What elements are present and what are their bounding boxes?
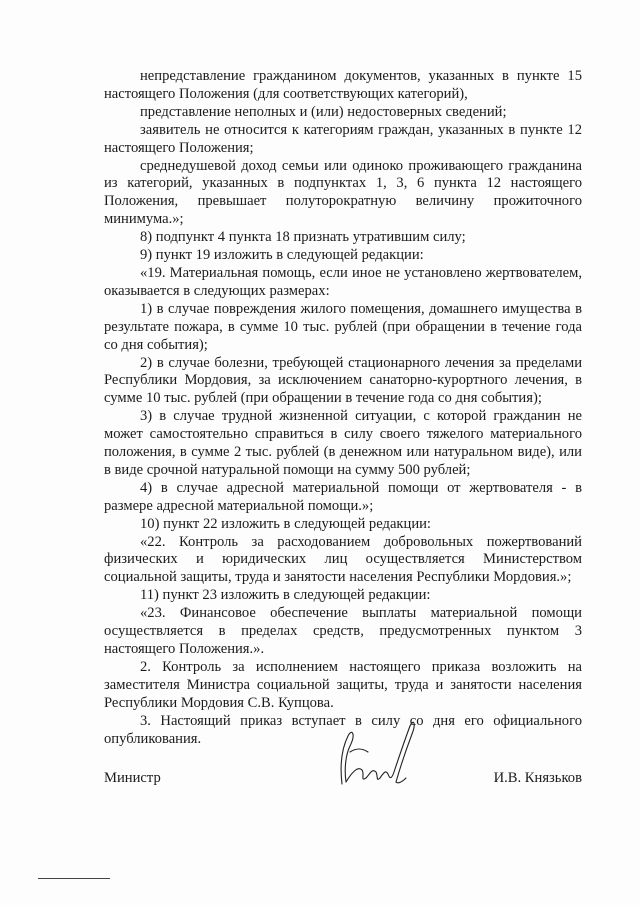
paragraph: 3) в случае трудной жизненной ситуации, с которой гражданин не может самостоятельно справиться в силу своего тяжелого материального положения, в сумме 2 тыс. рублей (в денежном или натуральном виде), или в виде срочной натуральной помощи на сумму 500 рублей; [104, 408, 582, 478]
paragraph: среднедушевой доход семьи или одиноко проживающего гражданина из категорий, указанных в подпунктах 1, 3, 6 пункта 12 настоящего Положения, превышает полуторократную величину прожиточного минимума.»; [104, 157, 582, 228]
paragraph: «19. Материальная помощь, если иное не установлено жертвователем, оказывается в следующих размерах: [104, 264, 582, 299]
signatory-title: Министр [104, 770, 161, 786]
paragraph: заявитель не относится к категориям граждан, указанных в пункте 12 настоящего Положения; [104, 121, 582, 156]
signature-block [104, 712, 582, 792]
paragraph: 9) пункт 19 изложить в следующей редакции: [140, 247, 424, 264]
footer-divider [38, 878, 110, 879]
handwritten-signature [332, 712, 422, 792]
paragraph: 2. Контроль за исполнением настоящего приказа возложить на заместителя Министра социальной защиты, труда и занятости населения Республики Мордовия С.В. Купцова. [104, 658, 582, 711]
paragraph: 1) в случае повреждения жилого помещения, домашнего имущества в результате пожара, в сумме 10 тыс. рублей (при обращении в течение года со дня события); [104, 300, 582, 353]
paragraph: 11) пункт 23 изложить в следующей редакции: [140, 587, 431, 604]
document-body [104, 68, 582, 748]
paragraph: непредставление гражданином документов, указанных в пункте 15 настоящего Положения (для соответствующих категорий), [104, 68, 582, 102]
paragraph: представление неполных и (или) недостоверных сведений; [140, 103, 507, 120]
paragraph: 8) подпункт 4 пункта 18 признать утратившим силу; [140, 229, 466, 246]
paragraph: «23. Финансовое обеспечение выплаты материальной помощи осуществляется в пределах средств, предусмотренных пунктом 3 настоящего Положения.». [104, 605, 582, 657]
paragraph: 3. Настоящий приказ вступает в силу со дня его официального опубликования. [104, 712, 582, 747]
paragraph: 10) пункт 22 изложить в следующей редакции: [140, 515, 431, 532]
paragraph: 4) в случае адресной материальной помощи от жертвователя - в размере адресной материальной помощи.»; [104, 479, 582, 514]
paragraph: 2) в случае болезни, требующей стационарного лечения за пределами Республики Мордовия, за исключением санаторно-курортного лечения, в сумме 10 тыс. рублей (при обращении в течение года со дня события); [104, 354, 582, 407]
signatory-name: И.В. Князьков [493, 770, 582, 786]
paragraph: «22. Контроль за расходованием добровольных пожертвований физических и юридических лиц осуществляется Министерством социальной защиты, труда и занятости населения Республики Мордовия.»; [104, 533, 582, 586]
